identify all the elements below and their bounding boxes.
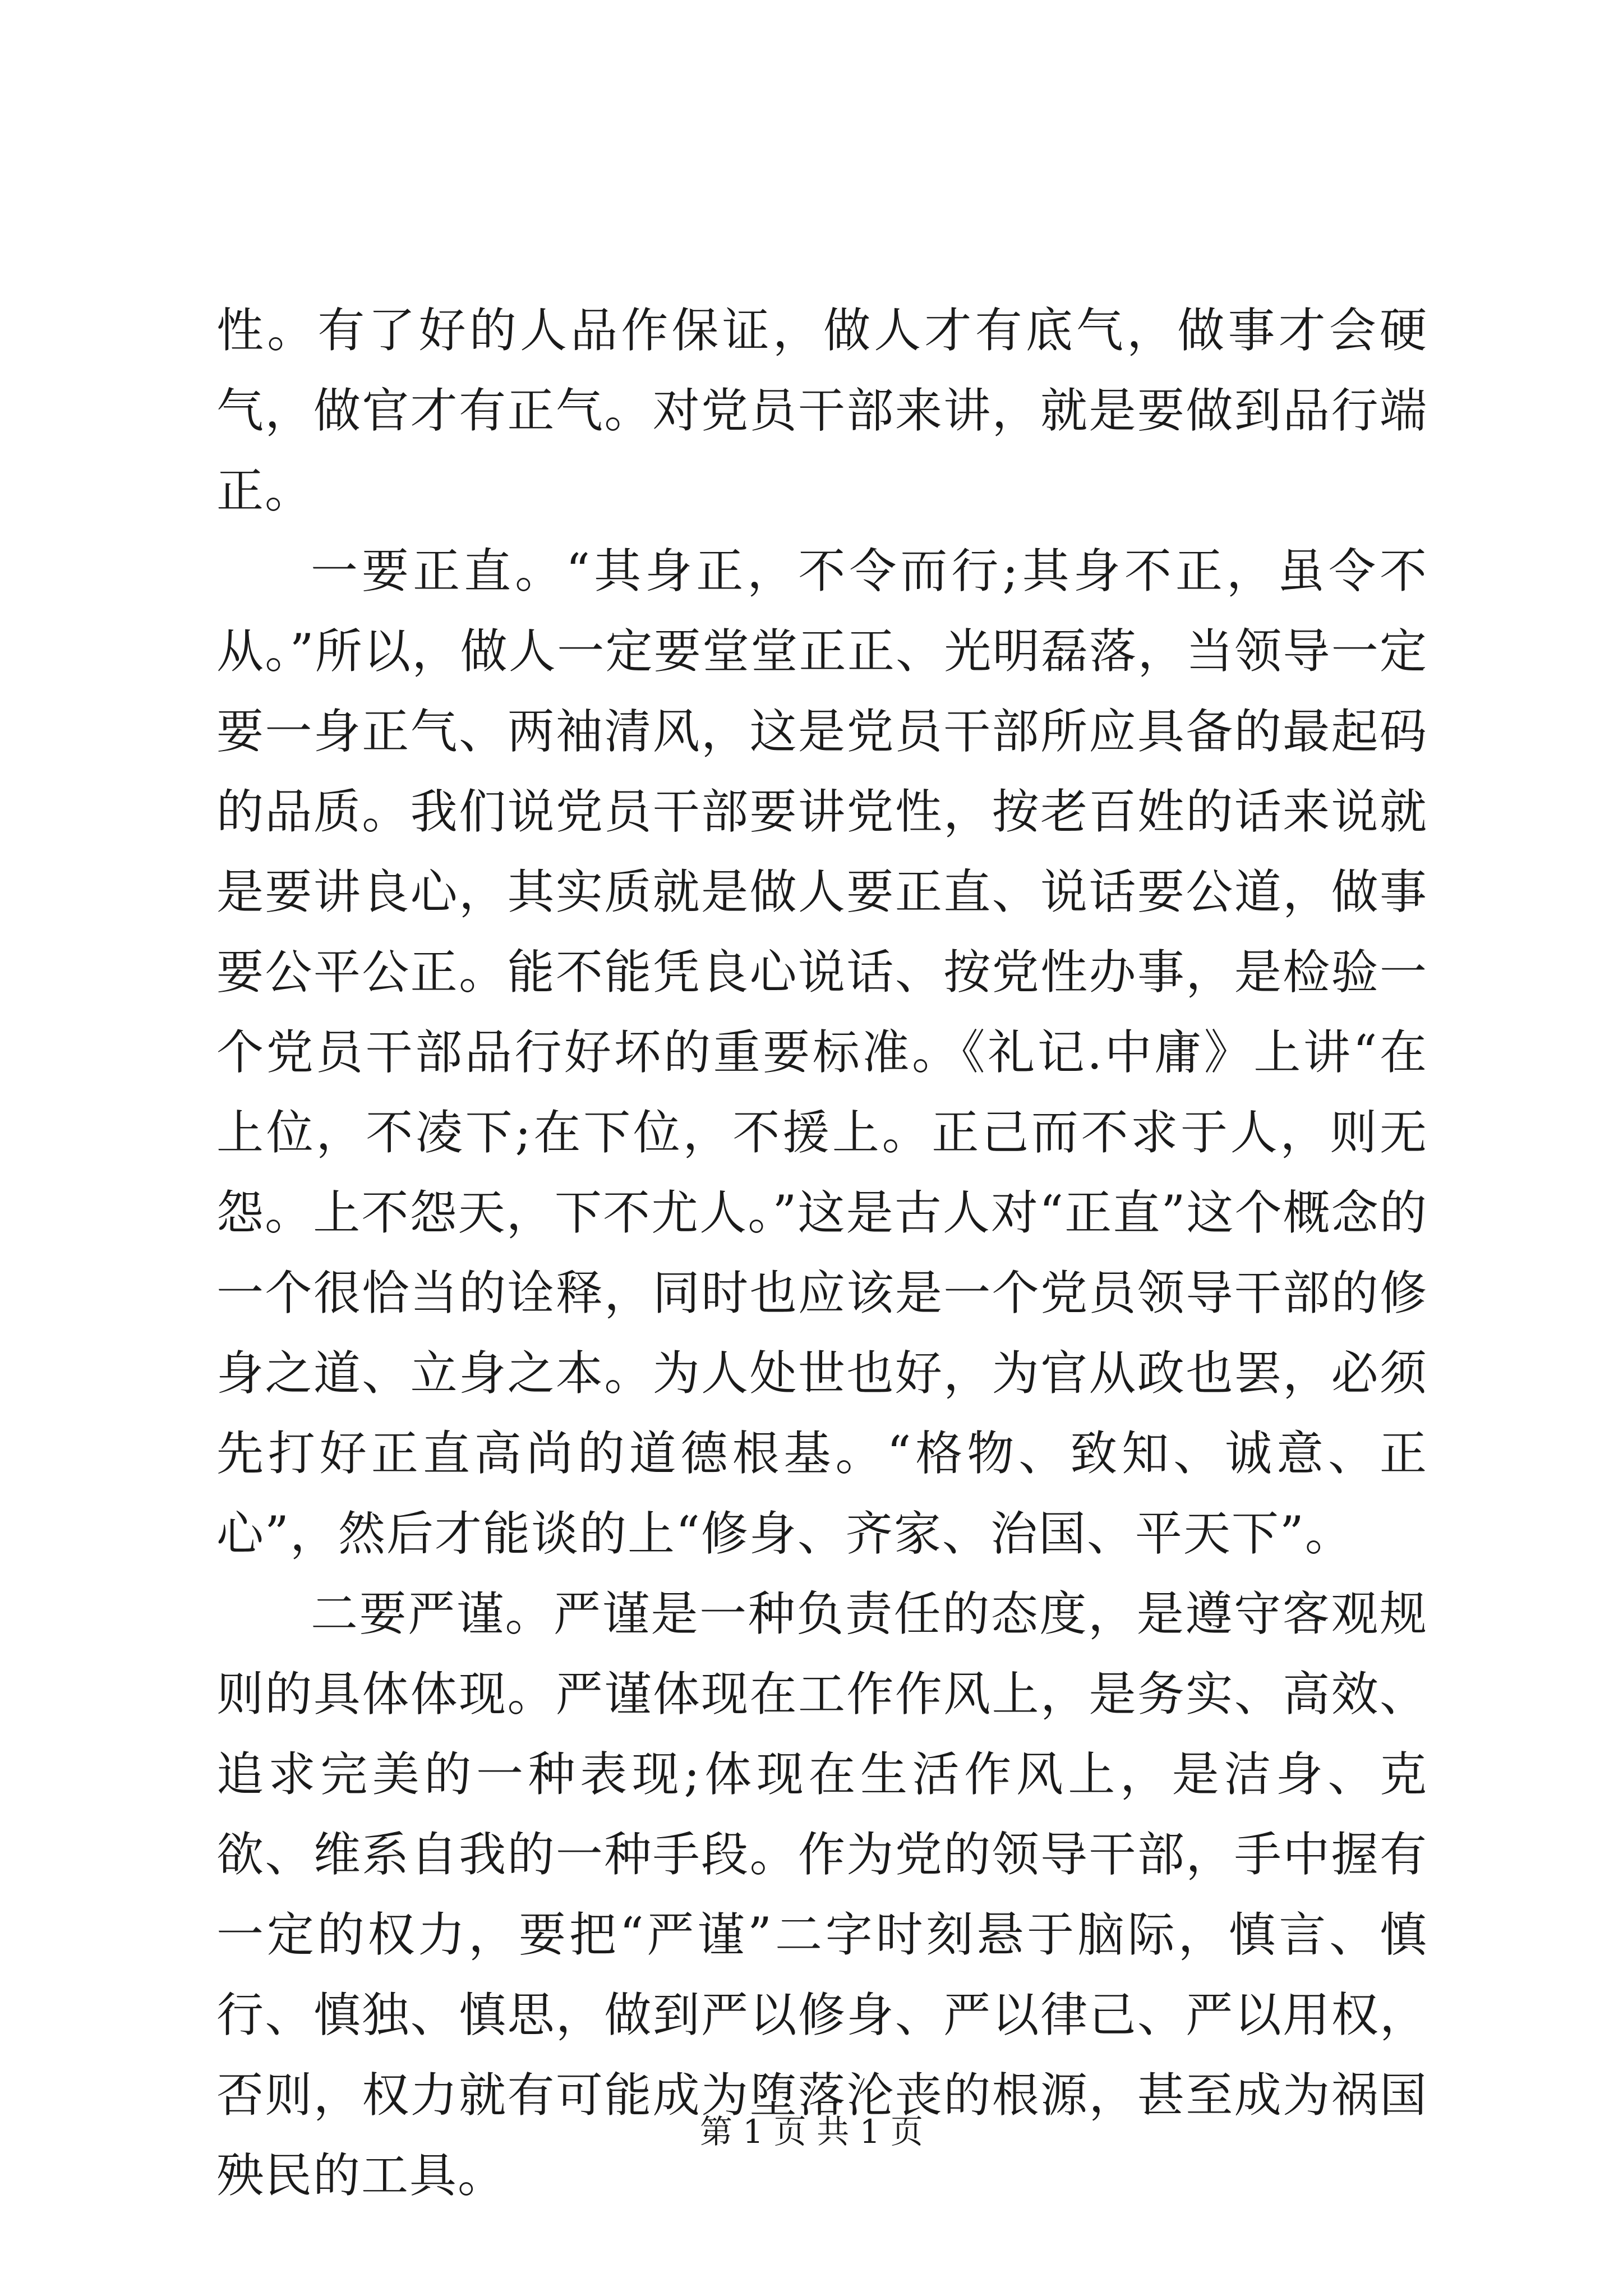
paragraph-rigor: 二要严谨。严谨是一种负责任的态度，是遵守客观规则的具体体现。严谨体现在工作作风上，是务实、高效、追求完美的一种表现;体现在生活作风上，是洁身、克欲、维系自我的一种手段。作为党的领导干部，手中握有一定的权力，要把“严谨”二字时刻悬于脑际，慎言、慎行、慎独、慎思，做到严以修身、严以律己、严以用权，否则，权力就有可能成为堕落沦丧的根源，甚至成为祸国殃民的工具。 [216,1586,1428,2203]
page-footer: 第 1 页 共 1 页 [700,2113,923,2151]
paragraph-integrity: 一要正直。“其身正，不令而行;其身不正，虽令不从。”所以，做人一定要堂堂正正、光明磊落，当领导一定要一身正气、两袖清风，这是党员干部所应具备的最起码的品质。我们说党员干部要讲党性，按老百姓的话来说就是要讲良心，其实质就是做人要正直、说话要公道，做事要公平公正。能不能凭良心说话、按党性办事，是检验一个党员干部品行好坏的重要标准。《礼记.中庸》上讲“在上位，不凌下;在下位，不援上。正己而不求于人，则无怨。上不怨天，下不尤人。”这是古人对“正直”这个概念的一个很恰当的诠释，同时也应该是一个党员领导干部的修身之道、立身之本。为人处世也好，为官从政也罢，必须先打好正直高尚的道德根基。“格物、致知、诚意、正心”，然后才能谈的上“修身、齐家、治国、平天下”。 [216,544,1428,1561]
paragraph-continuation: 性。有了好的人品作保证，做人才有底气，做事才会硬气，做官才有正气。对党员干部来讲，就是要做到品行端正。 [216,303,1428,518]
document-body [216,291,1428,2216]
